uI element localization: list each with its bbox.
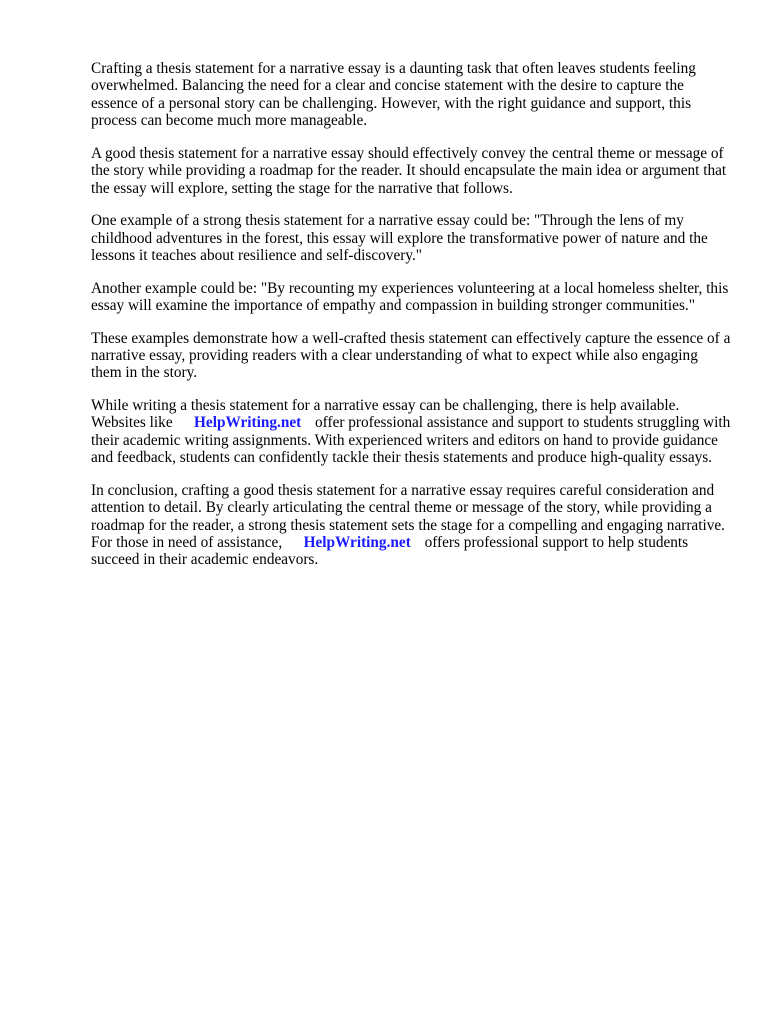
paragraph-example-two: Another example could be: "By recounting my experiences volunteering at a local homeless shelter, this essay will examine the importance of empathy and compassion in building stronger communities."	[91, 279, 729, 315]
paragraph-conclusion-tail: offers professional support to help students succeed in their academic endeavors.	[91, 534, 689, 569]
paragraph-help-available	[91, 397, 731, 467]
paragraph-conclusion	[91, 482, 731, 569]
paragraph-good-thesis: A good thesis statement for a narrative essay should effectively convey the central theme or message of the story while providing a roadmap for the reader. It should encapsulate the main idea or argument that the essay will explore, setting the stage for the narrative that follows.	[91, 144, 727, 197]
helpwriting-link[interactable]: HelpWriting.net	[194, 414, 302, 432]
paragraph-conclusion-lead: In conclusion, crafting a good thesis statement for a narrative essay requires careful consideration and attention to detail. By clearly articulating the central theme or message of the story, while providing a roadmap for the reader, a strong thesis statement sets the stage for a compelling and engaging narrative. For those in need of assistance,	[91, 481, 725, 552]
paragraph-help-lead: While writing a thesis statement for a narrative essay can be challenging, there is help available. Websites like	[91, 397, 680, 432]
helpwriting-link-conclusion[interactable]: HelpWriting.net	[303, 534, 411, 552]
paragraph-example-one: One example of a strong thesis statement for a narrative essay could be: "Through the lens of my childhood adventures in the forest, this essay will explore the transformative power of nature and the lessons it teaches about resilience and self-discovery."	[91, 212, 708, 265]
paragraph-help-tail: offer professional assistance and support to students struggling with their academic writing assignments. With experienced writers and editors on hand to provide guidance and feedback, students can confidently tackle their thesis statements and produce high-quality essays.	[91, 414, 731, 467]
paragraph-intro: Crafting a thesis statement for a narrative essay is a daunting task that often leaves students feeling overwhelmed. Balancing the need for a clear and concise statement with the desire to capture the essence of a personal story can be challenging. However, with the right guidance and support, this process can become much more manageable.	[91, 60, 696, 130]
paragraph-examples-summary: These examples demonstrate how a well-crafted thesis statement can effectively capture the essence of a narrative essay, providing readers with a clear understanding of what to expect while also engaging them in the story.	[91, 329, 731, 382]
document-body	[91, 60, 731, 584]
